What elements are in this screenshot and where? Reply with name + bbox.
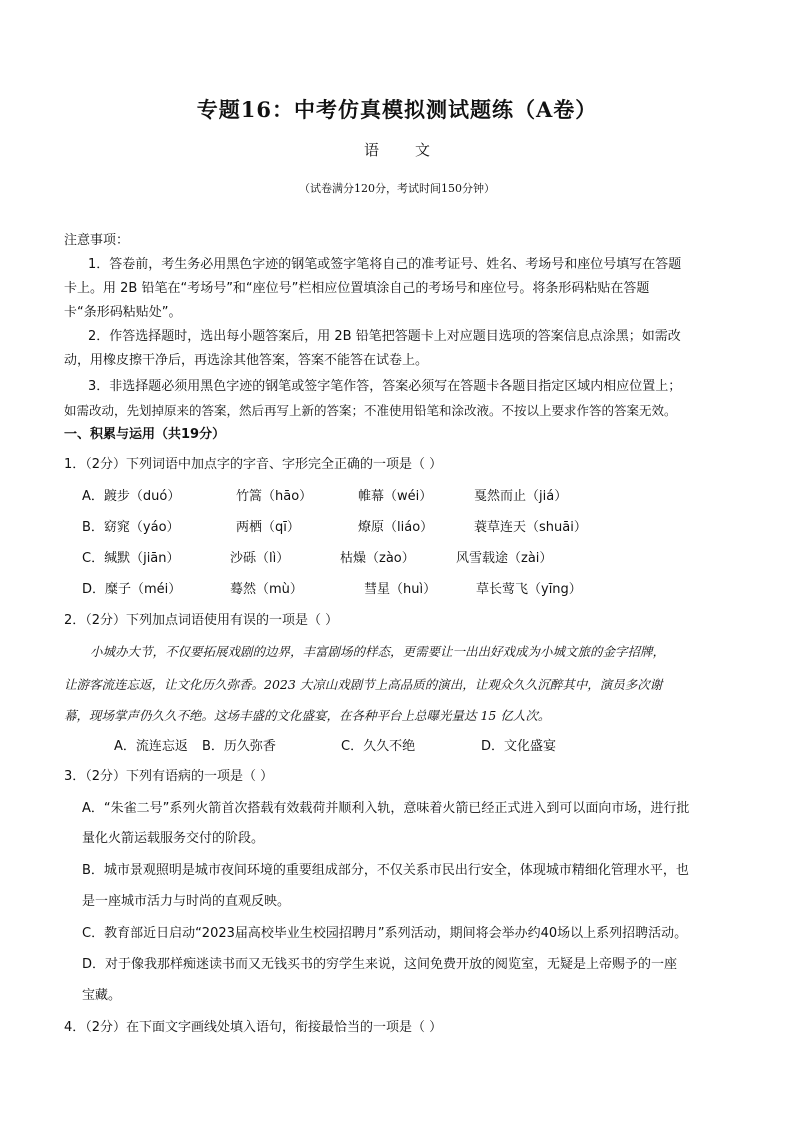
- q2-passage-line: 让游客流连忘返，让文化历久弥香。2023 大凉山戏剧节上高品质的演出，让观众久久沉醉其中，演员多次谢: [64, 677, 663, 692]
- section-heading: 一、积累与运用（共19分）: [64, 427, 226, 442]
- q1-option: D．糜子（méi）: [82, 582, 182, 597]
- q1-option: 风雪载途（zài）: [456, 551, 553, 566]
- notice-line: 1．答卷前，考生务必用黑色字迹的钢笔或签字笔将自己的准考证号、姓名、考场号和座位号填写在答题: [88, 257, 682, 272]
- q1-option: 草长莺飞（yīng）: [476, 582, 582, 597]
- q3-line: 量化火箭运载服务交付的阶段。: [82, 831, 265, 846]
- q1-option: C．缄默（jiān）: [82, 551, 180, 566]
- q3-line: B．城市景观照明是城市夜间环境的重要组成部分，不仅关系市民出行安全，体现城市精细化管理水平，也: [82, 863, 689, 878]
- q1-option: 沙砾（lì）: [230, 551, 290, 566]
- q3-line: D．对于像我那样痴迷读书而又无钱买书的穷学生来说，这间免费开放的阅览室，无疑是上帝赐予的一座: [82, 957, 678, 972]
- notice-line: 卡“条形码粘贴处”。: [64, 305, 182, 320]
- exam-info: （试卷满分120分，考试时间150分钟）: [299, 182, 495, 195]
- q1-option: 戛然而止（jiá）: [474, 489, 568, 504]
- q2-option: C．久久不绝: [341, 739, 416, 754]
- q2-option: A．流连忘返: [114, 739, 188, 754]
- question-4-stem: 4．（2分）在下面文字画线处填入语句，衔接最恰当的一项是（ ）: [64, 1020, 443, 1035]
- q1-option: B．窈窕（yáo）: [82, 520, 180, 535]
- page-title: 专题16：中考仿真模拟测试题练（A卷）: [196, 97, 598, 122]
- q1-option: 燎原（liáo）: [358, 520, 434, 535]
- subject-line: [0, 139, 794, 160]
- question-2-stem: 2．（2分）下列加点词语使用有误的一项是（ ）: [64, 613, 339, 628]
- q1-option: 两栖（qī）: [236, 520, 300, 535]
- notice-line: 如需改动，先划掉原来的答案，然后再写上新的答案；不准使用铅笔和涂改液。不按以上要求作答的答案无效。: [64, 403, 677, 418]
- notice-line: 2．作答选择题时，选出每小题答案后，用 2B 铅笔把答题卡上对应题目选项的答案信息点涂黑；如需改: [88, 329, 681, 344]
- q2-option: D．文化盛宴: [481, 739, 557, 754]
- subject-char-1: 语: [363, 141, 379, 159]
- q3-line: A．“朱雀二号”系列火箭首次搭载有效载荷并顺利入轨，意味着火箭已经正式进入到可以面向市场，进行批: [82, 801, 690, 816]
- q1-option: 帷幕（wéi）: [358, 489, 433, 504]
- q3-line: C．教育部近日启动“2023届高校毕业生校园招聘月”系列活动，期间将会举办约40场以上系列招聘活动。: [82, 926, 688, 941]
- q3-line: 宝藏。: [82, 988, 122, 1003]
- q1-option: 蓑草连天（shuāi）: [474, 520, 587, 535]
- q1-option: 彗星（huì）: [364, 582, 437, 597]
- q2-option: B．历久弥香: [202, 739, 276, 754]
- q2-passage-line: 幕，现场掌声仍久久不绝。这场丰盛的文化盛宴，在各种平台上总曝光量达 15 亿人次。: [64, 708, 551, 723]
- subject-char-2: 文: [415, 141, 431, 159]
- q1-option: 枯燥（zào）: [340, 551, 415, 566]
- q3-line: 是一座城市活力与时尚的直观反映。: [82, 894, 291, 909]
- q1-option: 竹篙（hāo）: [236, 489, 313, 504]
- notice-heading: 注意事项：: [64, 233, 130, 248]
- question-3-stem: 3．（2分）下列有语病的一项是（ ）: [64, 769, 274, 784]
- notice-line: 3．非选择题必须用黑色字迹的钢笔或签字笔作答，答案必须写在答题卡各题目指定区域内相应位置上；: [88, 379, 682, 394]
- q2-passage-line: 小城办大节，不仅要拓展戏剧的边界，丰富剧场的样态，更需要让一出出好戏成为小城文旅的金字招牌，: [90, 644, 666, 659]
- notice-line: 动，用橡皮擦干净后，再选涂其他答案，答案不能答在试卷上。: [64, 353, 429, 368]
- question-1-stem: 1．（2分）下列词语中加点字的字音、字形完全正确的一项是（ ）: [64, 457, 443, 472]
- notice-line: 卡上。用 2B 铅笔在“考场号”和“座位号”栏相应位置填涂自己的考场号和座位号。将条形码粘贴在答题: [64, 281, 650, 296]
- q1-option: A．踱步（duó）: [82, 489, 181, 504]
- q1-option: 蓦然（mù）: [230, 582, 303, 597]
